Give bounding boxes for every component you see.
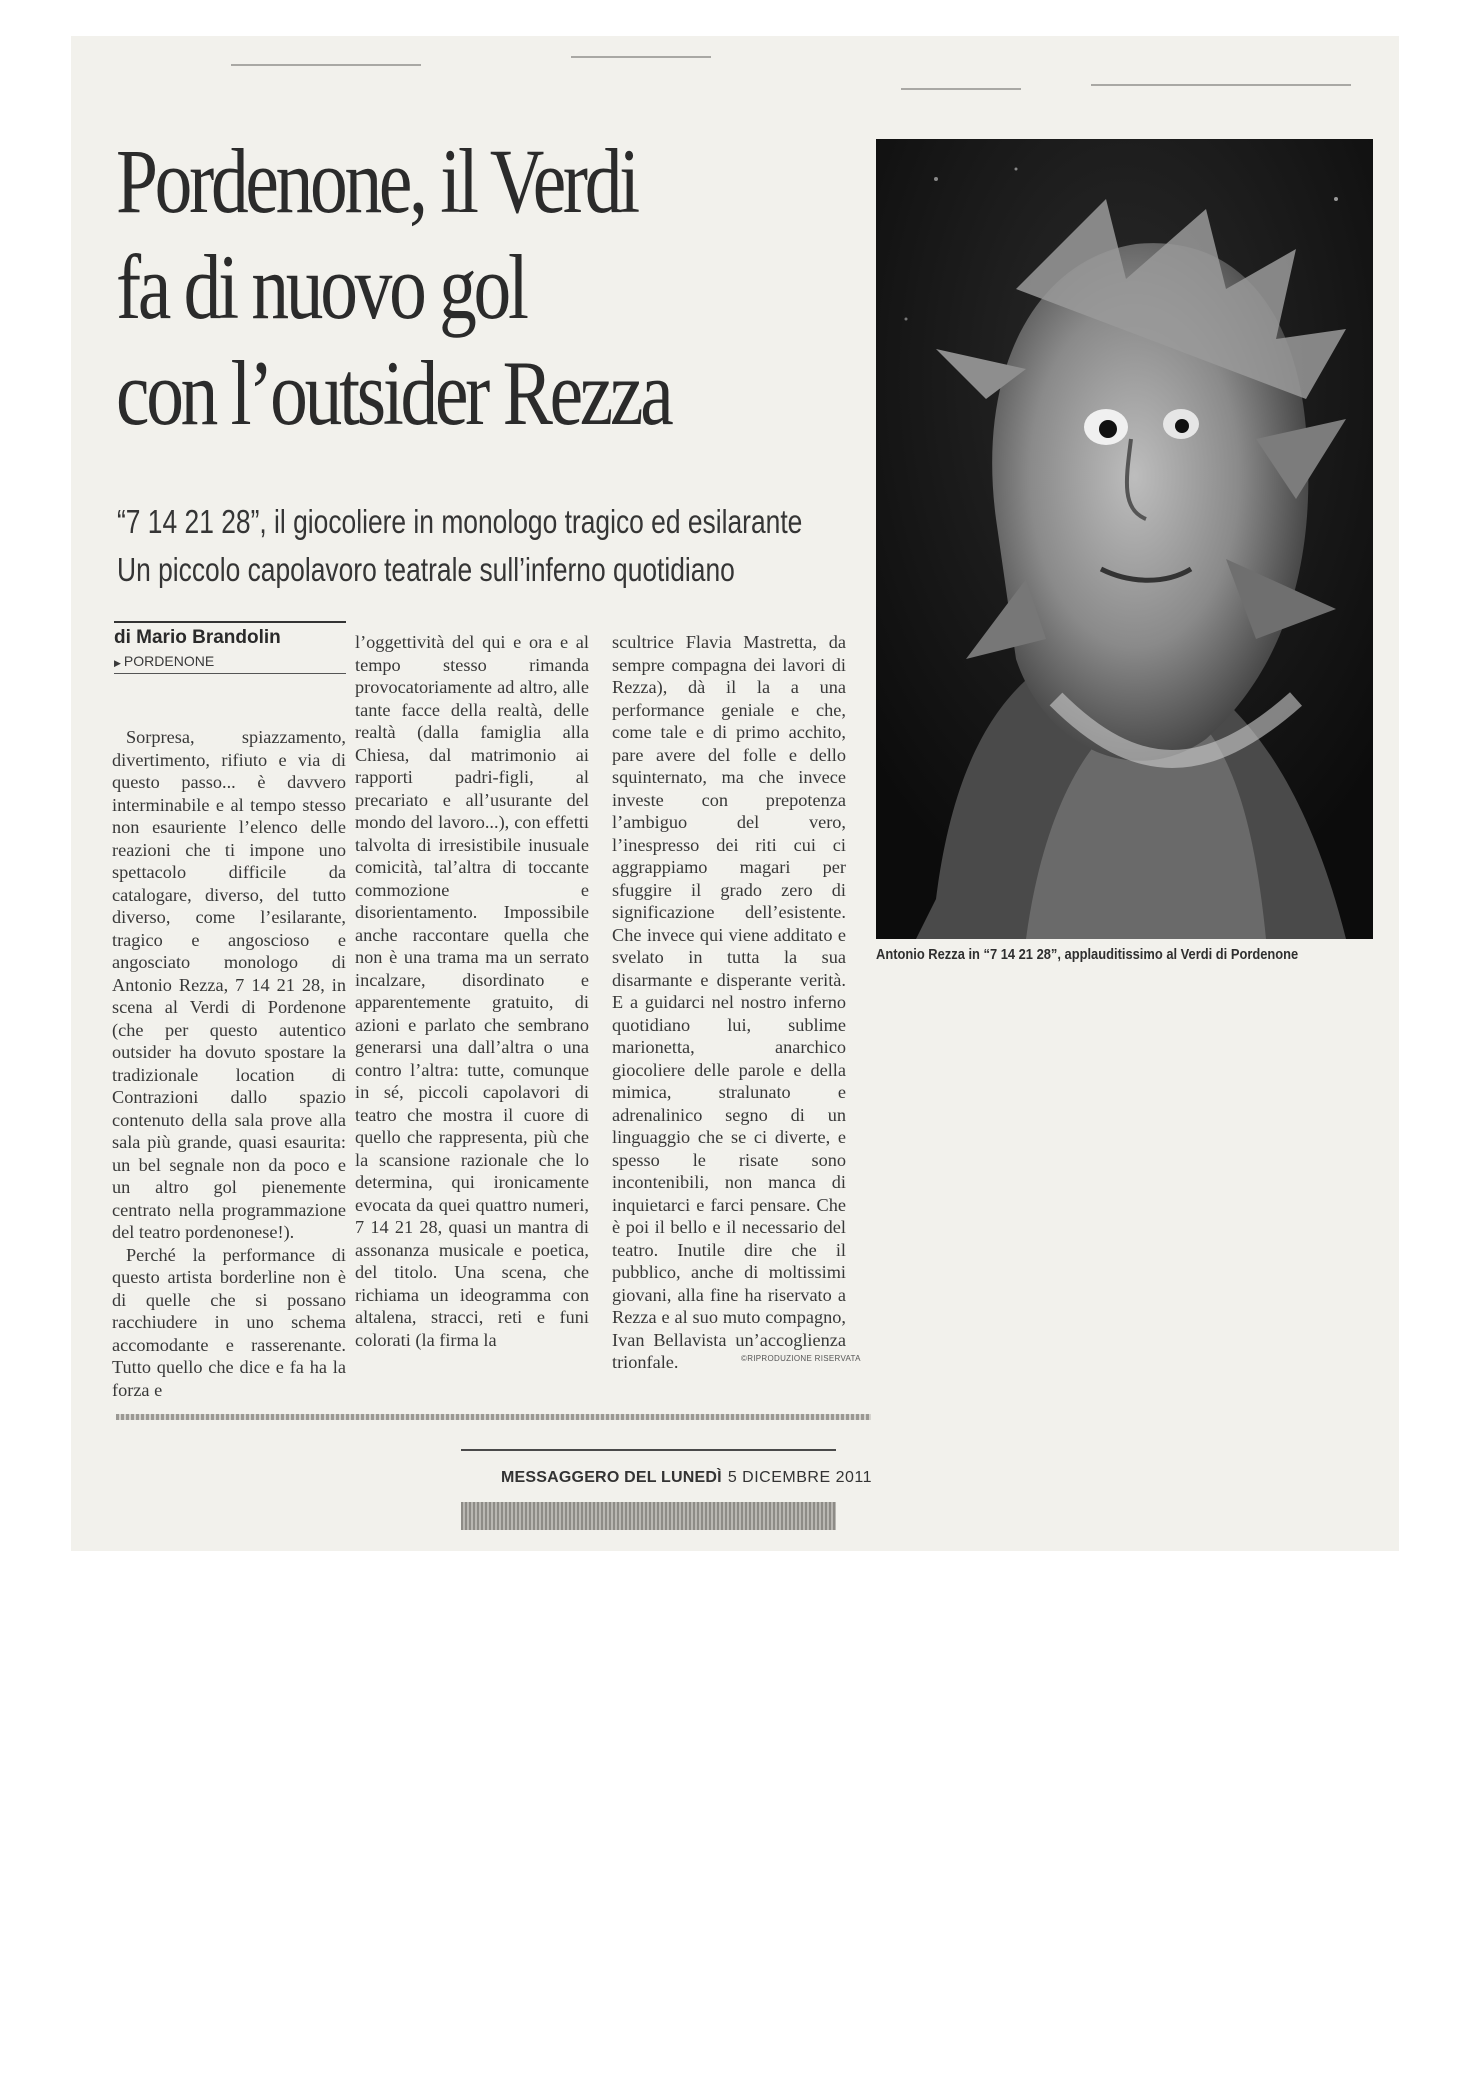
article-paragraph: Sorpresa, spiazzamento, divertimento, rifiuto e via di questo passo... è davvero interminabile e al tempo stesso non esauriente l’elenco delle reazioni che ti impone uno spettacolo difficile da catalogare, diverso, del tutto diverso, come l’esilarante, tragico e angoscioso e angosciato monologo di Antonio Rezza, 7 14 21 28, in scena al Verdi di Pordenone (che per questo autentico outsider ha dovuto spostare la tradizionale location di Contrazioni dallo spazio contenuto della sala prove alla sala più grande, quasi esaurita: un bel segnale non da poco e un altro gol pienemente centrato nella programmazione del teatro pordenonese!). [112,727,346,1242]
publication-date: 5 DICEMBRE 2011 [727,1469,872,1486]
byline-box [114,621,346,674]
performer-photo [876,139,1373,939]
newspaper-clipping [71,36,1399,1551]
headline-line: Pordenone, il Verdi [116,130,637,232]
article-column-1 [112,726,346,1401]
performer-photo-image [876,139,1373,939]
article-paragraph: Perché la performance di questo artista borderline non è di quelle che si possano racchiudere in uno schema accomodante e rasserenante. Tutto quello che dice e fa ha la forza e [112,1244,346,1400]
scan-edge-line [571,56,711,58]
article-paragraph: l’oggettività del qui e ora e al tempo stesso rimanda provocatoriamente ad altro, alle tante facce della realtà, delle realtà (dalla famiglia alla Chiesa, dal matrimonio ai rapporti padri-figli, al precariato e all’usurante del mondo del lavoro...), con effetti talvolta di irresistibile inusuale comicità, tal’altra di toccante commozione e disorientamento. Impossibile anche raccontare quella che non è una trama ma un serrato incalzare, disordinato e apparentemente gratuito, di azioni e parlato che sembrano generarsi una dall’altra o una contro l’altra: tutte, comunque in sé, piccoli capolavori di teatro che mostra il cuore di quello che rappresenta, più che la scansione razionale che lo determina, qui ironicamente evocata da quei quattro numeri, 7 14 21 28, quasi un mantra di assonanza musicale e poetica, del titolo. Una scena, che richiama un ideogramma con altalena, stracci, reti e funi colorati (la firma la [355,632,589,1350]
dateline-marker: ▶ [114,658,121,668]
kicker-line: “7 14 21 28”, il giocoliere in monologo tragico ed esilarante [117,503,803,540]
photo-caption: Antonio Rezza in “7 14 21 28”, applauditissimo al Verdi di Pordenone [876,946,1299,963]
footer-bar [461,1502,836,1530]
headline-line: fa di nuovo gol [116,236,526,338]
divider-rule [116,1414,871,1420]
divider-rule [461,1449,836,1451]
copyright-notice: ©RIPRODUZIONE RISERVATA [741,1354,861,1363]
source-footer [501,1469,872,1487]
headline [116,128,788,446]
scan-edge-line [1091,84,1351,86]
byline: di Mario Brandolin [114,627,281,648]
article-column-3 [612,631,846,1374]
dateline [114,653,346,674]
headline-line: con l’outsider Rezza [116,342,671,444]
article-paragraph: scultrice Flavia Mastretta, da sempre compagna dei lavori di Rezza), dà il la a una performance geniale e che, come tale e di primo acchito, pare avere del folle e dello squinternato, ma che invece investe con prepotenza l’ambiguo del vero, l’inespresso dei riti cui ci aggrappiamo magari per sfuggire il grado zero di significazione dell’esistente. Che invece qui viene additato e svelato in tutta la sua disarmante e disperante verità. E a guidarci nel nostro inferno quotidiano lui, sublime marionetta, anarchico giocoliere delle parole e della mimica, stralunato e adrenalinico segno di un linguaggio che se ci diverte, e spesso le risate sono incontenibili, non manca di inquietarci e farci pensare. Che è poi il bello e il necessario del teatro. Inutile dire che il pubblico, anche di moltissimi giovani, alla fine ha riservato a Rezza e al suo muto compagno, Ivan Bellavista un’accoglienza trionfale. [612,632,846,1372]
article-column-2 [355,631,589,1351]
scan-edge-line [231,64,421,66]
dateline-place: PORDENONE [123,653,215,669]
newspaper-name: MESSAGGERO DEL LUNEDÌ [501,1469,722,1486]
kicker [117,498,837,594]
scan-edge-line [901,88,1021,90]
kicker-line: Un piccolo capolavoro teatrale sull’inferno quotidiano [117,551,735,588]
